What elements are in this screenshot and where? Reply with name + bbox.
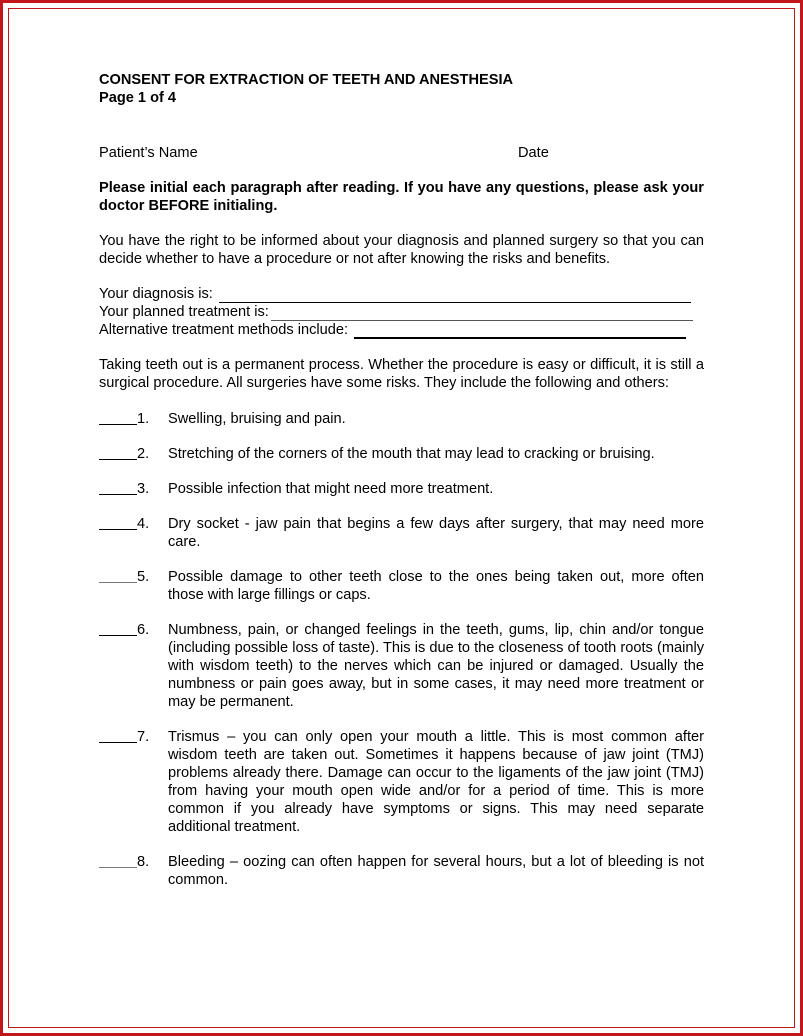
item-text: Bleeding – oozing can often happen for several hours, but a lot of bleeding is not common.	[168, 854, 704, 888]
risk-item-7	[99, 728, 704, 836]
risks-intro-paragraph: Taking teeth out is a permanent process. Whether the procedure is easy or difficult, it is still a surgical procedure. All surgeries have some risks. They include the following and others:	[99, 357, 704, 391]
initial-blank-2[interactable]	[99, 445, 137, 460]
diagnosis-field	[99, 285, 704, 303]
risk-item-2	[99, 445, 704, 463]
risk-item-1	[99, 410, 704, 428]
item-text: Possible damage to other teeth close to the ones being taken out, more often those with large fillings or caps.	[168, 569, 704, 603]
page-number: Page 1 of 4	[99, 90, 177, 106]
initial-blank-6[interactable]	[99, 621, 137, 636]
diagnosis-fields	[99, 285, 704, 339]
item-text: Swelling, bruising and pain.	[168, 411, 346, 427]
item-number: 3.	[137, 481, 150, 497]
risk-item-5	[99, 568, 704, 604]
initial-blank-1[interactable]	[99, 410, 137, 425]
document-title: CONSENT FOR EXTRACTION OF TEETH AND ANESTHESIA	[99, 72, 514, 88]
risk-item-3	[99, 480, 704, 498]
alternative-field	[99, 321, 704, 339]
initial-blank-3[interactable]	[99, 480, 137, 495]
item-number: 1.	[137, 411, 150, 427]
initial-blank-5[interactable]	[99, 568, 137, 583]
item-number: 4.	[137, 516, 150, 532]
initial-blank-8[interactable]	[99, 853, 137, 868]
risk-items	[99, 410, 704, 889]
item-text: Stretching of the corners of the mouth that may lead to cracking or bruising.	[168, 446, 655, 462]
item-text: Numbness, pain, or changed feelings in the teeth, gums, lip, chin and/or tongue (including possible loss of taste). This is due to the closeness of tooth roots (mainly with wisdom teeth) to the nerves which can be injured or damaged. Usually the numbness or pain goes away, but in some cases, it may need more treatment or may be permanent.	[168, 622, 704, 710]
item-number: 6.	[137, 622, 150, 638]
risk-item-6	[99, 621, 704, 711]
risk-item-4	[99, 515, 704, 551]
treatment-label: Your planned treatment is:	[99, 304, 269, 320]
item-number: 5.	[137, 569, 150, 585]
date-label: Date	[518, 145, 549, 161]
treatment-field	[99, 303, 704, 321]
alternative-blank-line[interactable]	[354, 323, 686, 339]
item-number: 2.	[137, 446, 150, 462]
diagnosis-blank-line[interactable]	[219, 288, 691, 303]
patient-name-label: Patient’s Name	[99, 145, 198, 161]
initial-blank-7[interactable]	[99, 728, 137, 743]
instruction-text: Please initial each paragraph after reading. If you have any questions, please ask your doctor BEFORE initialing.	[99, 180, 704, 214]
item-number: 7.	[137, 729, 150, 745]
treatment-blank-line[interactable]	[271, 306, 693, 321]
consent-document	[99, 71, 704, 906]
alternative-label: Alternative treatment methods include:	[99, 322, 349, 338]
item-text: Trismus – you can only open your mouth a little. This is most common after wisdom teeth are taken out. Sometimes it happens because of jaw joint (TMJ) problems already there. Damage can occur to the ligaments of the jaw joint (TMJ) from having your mouth open wide and/or for a period of time. This is more common if you already have symptoms or signs. This may need separate additional treatment.	[168, 729, 704, 835]
intro-paragraph: You have the right to be informed about your diagnosis and planned surgery so that you can decide whether to have a procedure or not after knowing the risks and benefits.	[99, 233, 704, 267]
item-text: Possible infection that might need more treatment.	[168, 481, 494, 497]
diagnosis-label: Your diagnosis is:	[99, 286, 213, 302]
risk-item-8	[99, 853, 704, 889]
initial-blank-4[interactable]	[99, 515, 137, 530]
item-number: 8.	[137, 854, 150, 870]
patient-name-row	[99, 144, 704, 162]
item-text: Dry socket - jaw pain that begins a few days after surgery, that may need more care.	[168, 516, 704, 550]
